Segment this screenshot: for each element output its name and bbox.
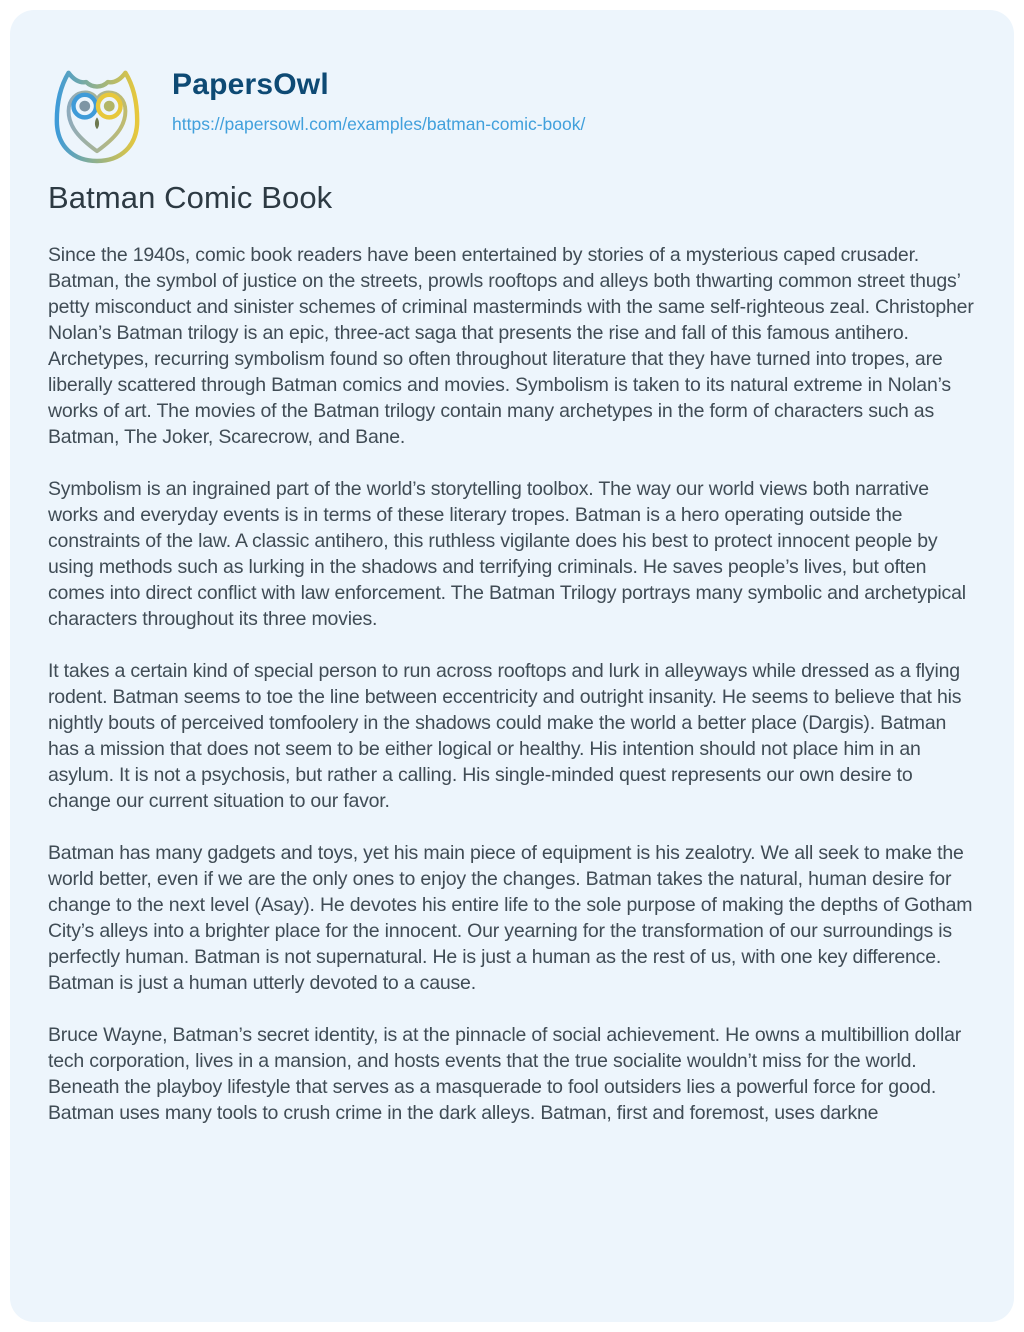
papersowl-owl-logo-icon <box>48 60 146 164</box>
header <box>48 60 980 164</box>
essay-paragraph: Bruce Wayne, Batman’s secret identity, is at the pinnacle of social achievement. He owns a multibillion dollar tech corporation, lives in a mansion, and hosts events that the true socialite wouldn’t miss for the world. Beneath the playboy lifestyle that serves as a masquerade to fool outsiders lies a powerful force for good. Batman uses many tools to crush crime in the dark alleys. Batman, first and foremost, uses darkne <box>48 1024 962 1124</box>
owl-logo-svg <box>48 60 146 164</box>
essay-paragraph: It takes a certain kind of special person to run across rooftops and lurk in alleyways while dressed as a flying rodent. Batman seems to toe the line between eccentricity and outright insanity. He seems to believe that his nightly bouts of perceived tomfoolery in the shadows could make the world a better place (Dargis). Batman has a mission that does not seem to be either logical or healthy. His intention should not place him in an asylum. It is not a psychosis, but rather a calling. His single-minded quest represents our own desire to change our current situation to our favor. <box>48 660 962 812</box>
essay-paragraph: Since the 1940s, comic book readers have been entertained by stories of a mysterious caped crusader. Batman, the symbol of justice on the streets, prowls rooftops and alleys both thwarting common street thugs’ petty misconduct and sinister schemes of criminal masterminds with the same self-righteous zeal. Christopher Nolan’s Batman trilogy is an epic, three-act saga that presents the rise and fall of this famous antihero. Archetypes, recurring symbolism found so often throughout literature that they have turned into tropes, are liberally scattered through Batman comics and movies. Symbolism is taken to its natural extreme in Nolan’s works of art. The movies of the Batman trilogy contain many archetypes in the form of characters such as Batman, The Joker, Scarecrow, and Bane. <box>48 244 974 448</box>
brand-name: PapersOwl <box>172 68 329 101</box>
owl-right-eye-pupil <box>104 101 115 112</box>
essay-card <box>10 10 1014 1322</box>
brand-block <box>172 60 585 135</box>
essay-paragraph: Batman has many gadgets and toys, yet his main piece of equipment is his zealotry. We all seek to make the world better, even if we are the only ones to enjoy the changes. Batman takes the natural, human desire for change to the next level (Asay). He devotes his entire life to the sole purpose of making the depths of Gotham City’s alleys into a brighter place for the innocent. Our yearning for the transformation of our surroundings is perfectly human. Batman is not supernatural. He is just a human as the rest of us, with one key difference. Batman is just a human utterly devoted to a cause. <box>48 842 973 994</box>
essay-title: Batman Comic Book <box>48 180 333 215</box>
owl-left-eye-pupil <box>79 101 90 112</box>
essay-paragraph: Symbolism is an ingrained part of the world’s storytelling toolbox. The way our world views both narrative works and everyday events is in terms of these literary tropes. Batman is a hero operating outside the constraints of the law. A classic antihero, this ruthless vigilante does his best to protect innocent people by using methods such as lurking in the shadows and terrifying criminals. He saves people’s lives, but often comes into direct conflict with law enforcement. The Batman Trilogy portrays many symbolic and archetypical characters throughout its three movies. <box>48 478 966 630</box>
essay-body <box>48 242 980 1126</box>
owl-beak <box>95 117 99 129</box>
source-url-link[interactable]: https://papersowl.com/examples/batman-comic-book/ <box>172 114 586 134</box>
